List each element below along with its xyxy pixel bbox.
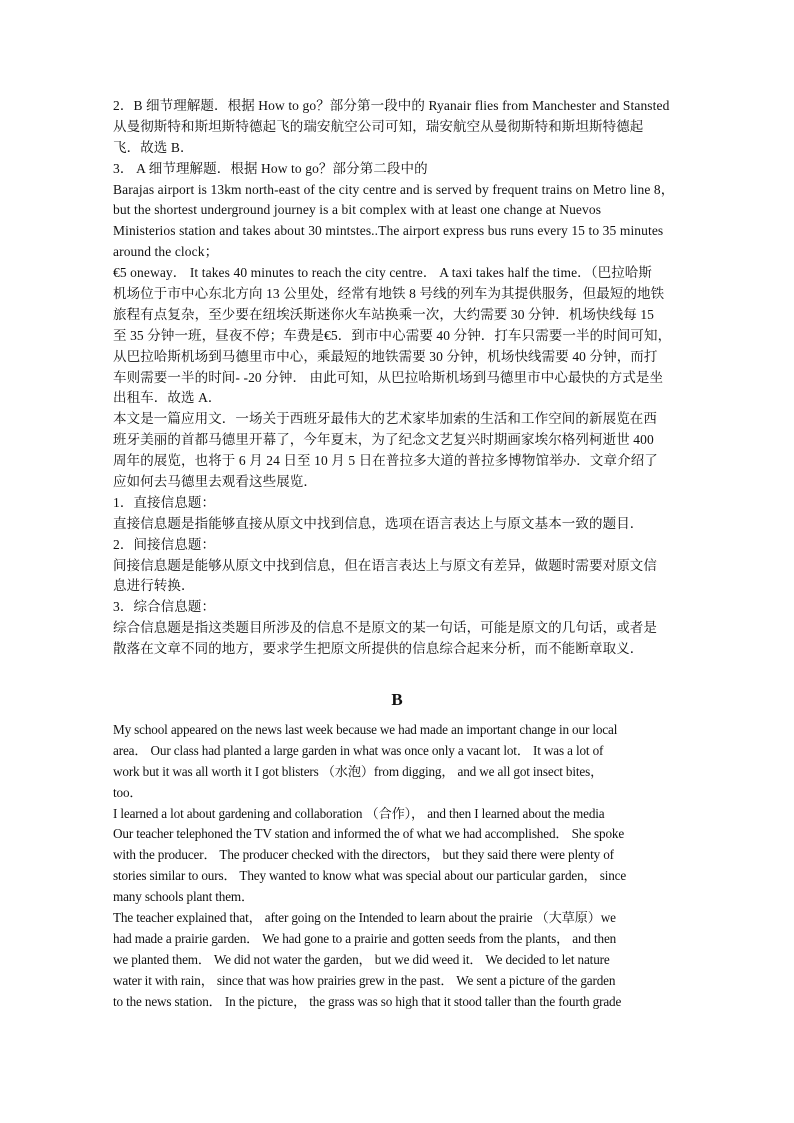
passage-line: stories similar to ours． They wanted to know what was special about our particular garden， since (113, 868, 627, 884)
explanation-block (113, 96, 685, 660)
explanation-line: 应如何去马德里去观看这些展览． (113, 474, 317, 490)
explanation-line: but the shortest underground journey is a bit complex with at least one change at Nuevos (113, 202, 602, 218)
explanation-line: 散落在文章不同的地方，要求学生把原文所提供的信息综合起来分析，而不能断章取义． (113, 641, 644, 657)
explanation-line: 息进行转换． (113, 578, 195, 594)
explanation-line: 至 35 分钟一班，昼夜不停；车费是€5．到市中心需要 40 分钟．打车只需要一半的时间可知， (113, 327, 672, 343)
passage-line: many schools plant them． (113, 889, 255, 905)
explanation-line: 班牙美丽的首都马德里开幕了，今年夏末，为了纪念文艺复兴时期画家埃尔格列柯逝世 400 (113, 432, 654, 448)
passage-line: work but it was all worth it I got blisters （水泡）from digging， and we all got insect bites， (113, 763, 604, 779)
passage-line: My school appeared on the news last week because we had made an important change in our local (113, 722, 618, 737)
explanation-line: 综合信息题是指这类题目所涉及的信息不是原文的某一句话，可能是原文的几句话，或者是 (113, 620, 657, 636)
explanation-line: around the clock； (113, 244, 219, 260)
explanation-line: 飞．故选 B． (113, 139, 194, 155)
explanation-line: 从曼彻斯特和斯坦斯特德起飞的瑞安航空公司可知，瑞安航空从曼彻斯特和斯坦斯特德起 (113, 118, 644, 134)
passage-b (113, 720, 685, 1012)
explanation-line: 本文是一篇应用文．一场关于西班牙最伟大的艺术家毕加索的生活和工作空间的新展览在西 (113, 411, 657, 427)
explanation-line: 出租车．故选 A． (113, 390, 222, 406)
passage-line: The teacher explained that， after going on the Intended to learn about the prairie （大草原）we (113, 910, 616, 926)
explanation-line: 周年的展览，也将于 6 月 24 日至 10 月 5 日在普拉多大道的普拉多博物馆举办．文章介绍了 (113, 453, 658, 469)
explanation-line: 从巴拉哈斯机场到马德里市中心，乘最短的地铁需要 30 分钟，机场快线需要 40 分钟，而打 (113, 348, 658, 364)
passage-line: water it with rain， since that was how prairies grew in the past． We sent a picture of the garden (113, 972, 616, 988)
passage-line: area． Our class had planted a large garden in what was once only a vacant lot． It was a lot of (113, 742, 604, 758)
explanation-line: 2．间接信息题： (113, 536, 216, 552)
passage-line: Our teacher telephoned the TV station and informed the of what we had accomplished． She spoke (113, 826, 625, 842)
passage-line: I learned a lot about gardening and collaboration （合作）， and then I learned about the media (113, 805, 605, 821)
explanation-line: €5 oneway． It takes 40 minutes to reach the city centre． A taxi takes half the time．（巴拉哈斯 (113, 265, 653, 281)
section-title: B (391, 690, 403, 709)
explanation-line: 旅程有点复杂，至少要在纽埃沃斯迷你火车站换乘一次，大约需要 30 分钟．机场快线每 15 (113, 306, 655, 322)
explanation-line: 机场位于市中心东北方向 13 公里处，经常有地铁 8 号线的列车为其提供服务，但最短的地铁 (113, 286, 665, 302)
passage-line: too． (113, 784, 143, 800)
explanation-line: Barajas airport is 13km north-east of the city centre and is served by frequent trains on Metro line 8， (113, 181, 675, 197)
passage-line: we planted them． We did not water the garden， but we did weed it． We decided to let nature (113, 951, 610, 967)
explanation-line: 间接信息题是能够从原文中找到信息，但在语言表达上与原文有差异，做题时需要对原文信 (113, 557, 657, 573)
explanation-line: 车则需要一半的时间- -20 分钟． 由此可知，从巴拉哈斯机场到马德里市中心最快的方式是坐 (113, 369, 664, 385)
explanation-line: 3．综合信息题： (113, 599, 216, 615)
passage-line: had made a prairie garden． We had gone to a prairie and gotten seeds from the plants， and then (113, 930, 617, 946)
explanation-line: 1．直接信息题： (113, 494, 216, 510)
passage-line: with the producer． The producer checked with the directors， but they said there were plenty of (113, 847, 614, 863)
passage-line: to the news station． In the picture， the grass was so high that it stood taller than the fourth grade (113, 993, 622, 1009)
explanation-line: 直接信息题是指能够直接从原文中找到信息，选项在语言表达上与原文基本一致的题目． (113, 515, 644, 531)
explanation-line: 3． A 细节理解题．根据 How to go？部分第二段中的 (113, 160, 428, 176)
explanation-line: Ministerios station and takes about 30 mintstes..The airport express bus runs every 15 to 35 minutes (113, 223, 664, 239)
explanation-line: 2．B 细节理解题．根据 How to go？部分第一段中的 Ryanair flies from Manchester and Stansted (113, 98, 670, 113)
